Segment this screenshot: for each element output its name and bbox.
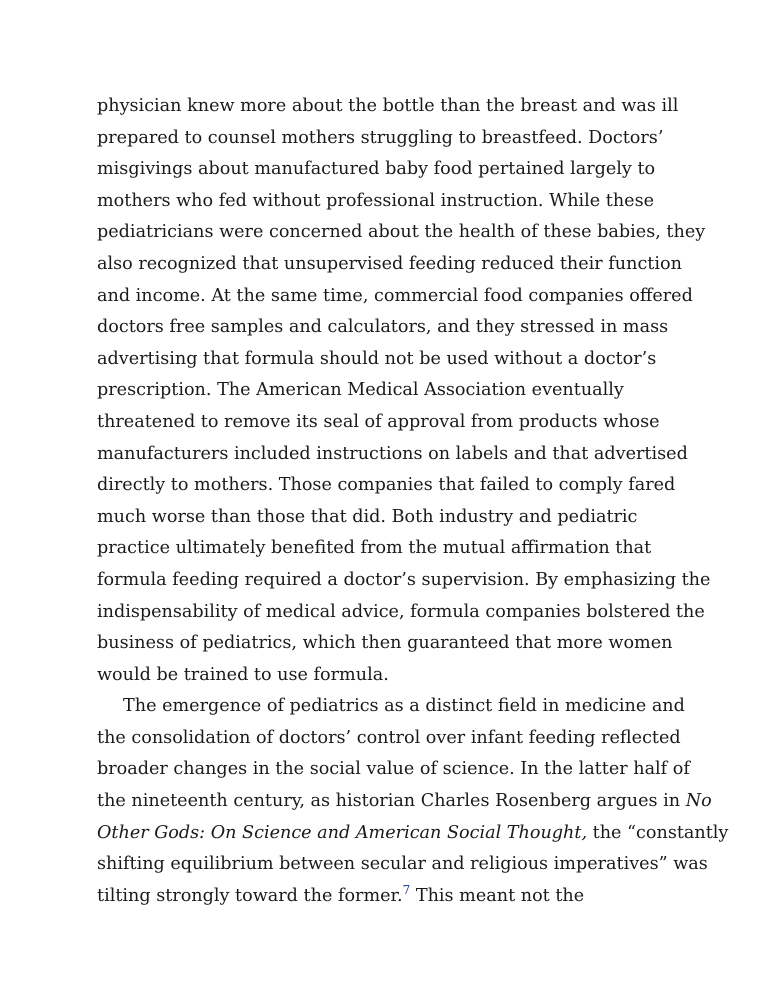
text-line: broader changes in the social value of science. In the latter half of: [97, 759, 690, 780]
text-line: pediatricians were concerned about the health of these babies, they: [97, 222, 706, 243]
text-line: directly to mothers. Those companies that failed to comply fared: [97, 475, 676, 496]
text-run: the nineteenth century, as historian Charles Rosenberg argues in: [97, 791, 686, 812]
text-line: shifting equilibrium between secular and religious imperatives” was: [97, 854, 708, 875]
text-line: threatened to remove its seal of approval from products whose: [97, 411, 660, 432]
text-line: also recognized that unsupervised feeding reduced their function: [97, 253, 682, 274]
text-line: misgivings about manufactured baby food pertained largely to: [97, 159, 656, 180]
text-run: This meant not the: [410, 885, 585, 906]
text-line: prepared to counsel mothers struggling to breastfeed. Doctors’: [97, 127, 664, 148]
text-line: physician knew more about the bottle than the breast and was ill: [97, 96, 679, 116]
text-line: and income. At the same time, commercial food companies offered: [97, 285, 693, 306]
text-line: The emergence of pediatrics as a distinct field in medicine and: [123, 696, 685, 717]
text-line: would be trained to use formula.: [97, 664, 389, 685]
text-line: much worse than those that did. Both industry and pediatric: [97, 506, 638, 527]
text-line: doctors free samples and calculators, and they stressed in mass: [97, 317, 669, 338]
text-line: [97, 786, 712, 818]
text-line: the consolidation of doctors’ control over infant feeding reflected: [97, 727, 681, 748]
text-line: mothers who fed without professional instruction. While these: [97, 190, 655, 211]
book-title-italic: No: [685, 791, 712, 812]
text-line: manufacturers included instructions on labels and that advertised: [97, 443, 688, 464]
text-run: tilting strongly toward the former.: [97, 885, 403, 906]
text-line: business of pediatrics, which then guaranteed that more women: [97, 633, 673, 654]
text-line: indispensability of medical advice, formula companies bolstered the: [97, 601, 705, 622]
text-line: advertising that formula should not be used without a doctor’s: [97, 348, 657, 369]
text-run: the “constantly: [587, 822, 729, 843]
text-line: [97, 818, 729, 850]
text-line: prescription. The American Medical Association eventually: [97, 380, 624, 401]
text-line: formula feeding required a doctor’s supervision. By emphasizing the: [97, 569, 711, 590]
paragraph-2: [97, 691, 729, 912]
text-line: [97, 881, 687, 913]
paragraph-1: [97, 91, 711, 691]
text-line: practice ultimately benefited from the mutual affirmation that: [97, 538, 652, 559]
footnote-link[interactable]: 7: [402, 882, 411, 897]
body-text: [97, 91, 729, 912]
book-title-italic: Other Gods: On Science and American Social Thought,: [97, 822, 588, 843]
